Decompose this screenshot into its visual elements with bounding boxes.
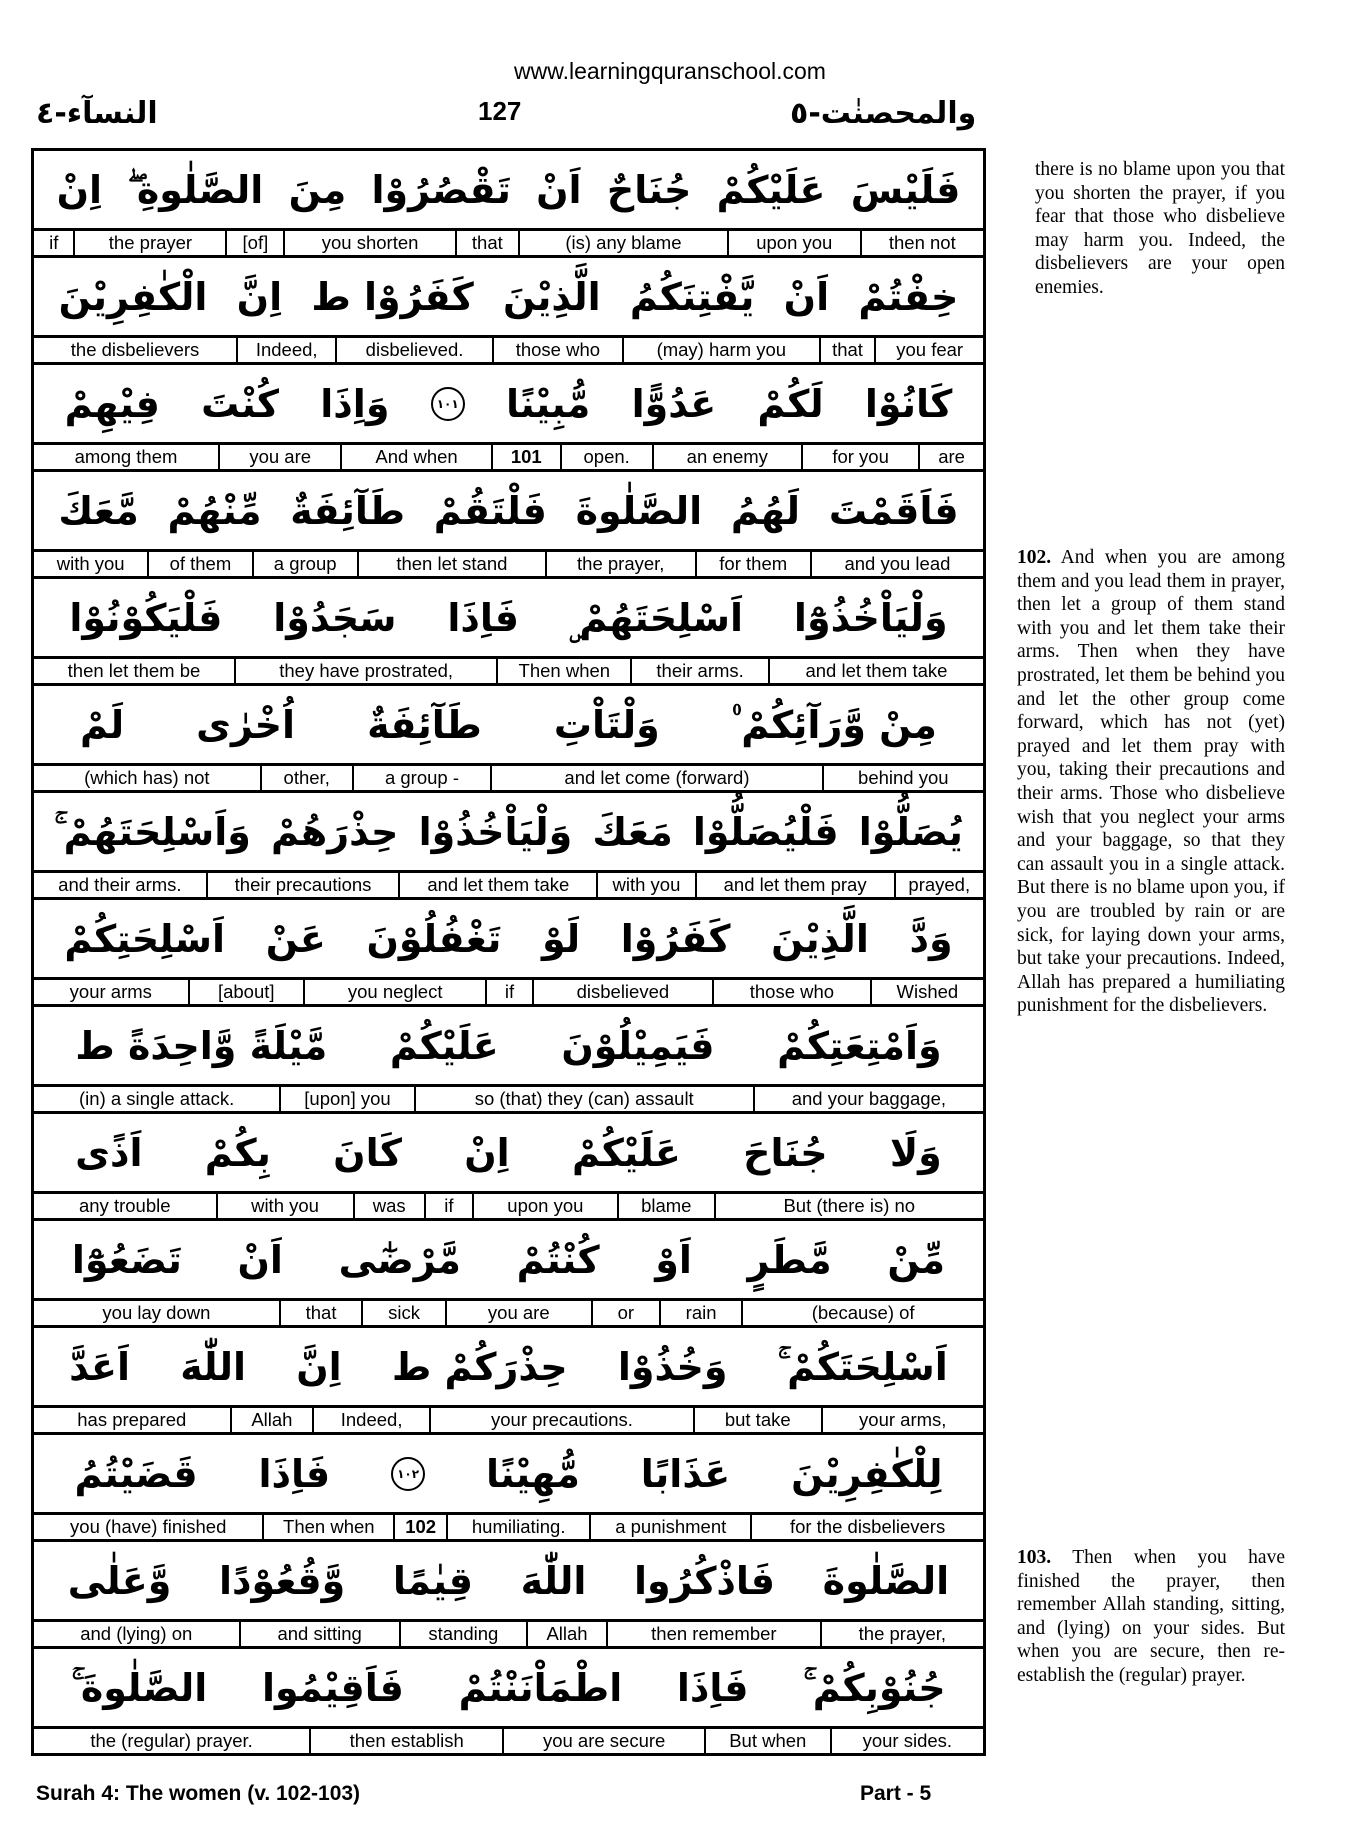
arabic-row [34, 1007, 983, 1087]
arabic-word: مُّهِيْنًا [485, 1451, 580, 1496]
site-url: www.learningquranschool.com [514, 58, 826, 84]
arabic-word: اِنَّ [236, 274, 283, 319]
arabic-row [34, 1542, 983, 1622]
verse-102-number: 102. [1017, 547, 1052, 568]
arabic-word: وَّقُعُوْدًا [218, 1558, 346, 1603]
translation-row [34, 1408, 983, 1435]
arabic-word: جُنَاحَ [743, 1130, 828, 1175]
translation-cell: other, [260, 766, 352, 790]
arabic-word: مُّبِيْنًا [505, 381, 591, 426]
arabic-row [34, 686, 983, 766]
ayah-end-marker: ١٠٢ [391, 1457, 425, 1491]
arabic-word: اَسْلِحَتَهُمْ ۣ [569, 595, 744, 640]
translation-cell: then let stand [357, 552, 545, 576]
translation-row [34, 445, 983, 472]
translation-cell: Allah [230, 1408, 313, 1432]
arabic-word: فَلْيَكُوْنُوْا [69, 595, 223, 640]
translation-cell: then not [860, 231, 983, 255]
arabic-word: وَلْتَاْتِ [553, 702, 660, 747]
translation-cell: if [485, 980, 531, 1004]
arabic-word: الصَّلٰوةَ [575, 488, 703, 533]
arabic-word: اَسْلِحَتِكُمْ [64, 916, 226, 961]
translation-verse-101-tail [1035, 158, 1285, 300]
arabic-row [34, 472, 983, 552]
translation-cell: and you lead [810, 552, 983, 576]
translation-cell: (may) harm you [622, 338, 819, 362]
translation-cell: rain [659, 1301, 741, 1325]
translation-cell: their arms. [630, 659, 768, 683]
translation-row [34, 1087, 983, 1114]
translation-cell: blame [617, 1194, 714, 1218]
arabic-row [34, 1435, 983, 1515]
translation-cell: behind you [822, 766, 983, 790]
arabic-word: عَلَيْكُمْ [571, 1130, 681, 1175]
translation-cell: with you [56, 553, 125, 574]
arabic-word: يُصَلُّوْا [858, 809, 963, 854]
translation-cell: Indeed, [312, 1408, 429, 1432]
translation-cell: (which has) not [84, 767, 210, 788]
arabic-word: عَنْ [265, 916, 326, 961]
translation-cell: that [279, 1301, 361, 1325]
translation-cell: was [353, 1194, 424, 1218]
translation-cell: But when [704, 1729, 830, 1753]
arabic-word: فَيَمِيْلُوْنَ [561, 1023, 715, 1068]
arabic-word: كَفَرُوْا ط [311, 274, 474, 319]
arabic-word: فَلْيُصَلُّوْا [692, 809, 839, 854]
arabic-word: الصَّلٰوةَ ۚ [71, 1665, 208, 1710]
translation-row [34, 231, 983, 258]
translation-cell: a group [252, 552, 357, 576]
translation-cell: open. [560, 445, 652, 469]
arabic-word: اِنْ [464, 1130, 510, 1175]
translation-cell: and their arms. [58, 874, 182, 895]
arabic-word: مِنْ وَّرَآئِكُمْ ۠ [731, 702, 937, 747]
arabic-word: طَآئِفَةٌ [290, 488, 405, 533]
translation-row [34, 1622, 983, 1649]
arabic-word: وَاَمْتِعَتِكُمْ [777, 1023, 942, 1068]
translation-cell: and your baggage, [753, 1087, 983, 1111]
arabic-word: سَجَدُوْا [273, 595, 397, 640]
arabic-word: كَانَ [333, 1130, 402, 1175]
arabic-word: لَكُمْ [757, 381, 824, 426]
arabic-word: جُنَاحٌ [606, 167, 692, 212]
translation-cell: then establish [309, 1729, 502, 1753]
translation-cell: disbelieved [532, 980, 712, 1004]
translation-cell: Then when [496, 659, 630, 683]
translation-cell: Wished [870, 980, 983, 1004]
translation-cell: But (there is) no [714, 1194, 983, 1218]
arabic-word: كُنْتُمْ [516, 1237, 600, 1282]
arabic-row [34, 258, 983, 338]
translation-cell: upon you [727, 231, 860, 255]
arabic-word: عَلَيْكُمْ [389, 1023, 499, 1068]
translation-cell: disbelieved. [335, 338, 491, 362]
arabic-word: مَّيْلَةً وَّاحِدَةً ط [75, 1023, 328, 1068]
translation-cell: you are [445, 1301, 591, 1325]
arabic-word: قِيٰمًا [392, 1558, 473, 1603]
translation-cell: among them [74, 446, 178, 467]
arabic-word: طَآئِفَةٌ [367, 702, 482, 747]
arabic-row [34, 1221, 983, 1301]
arabic-word: اَوْ [655, 1237, 692, 1282]
arabic-word: وَّعَلٰى [67, 1558, 172, 1603]
arabic-row [34, 365, 983, 445]
arabic-word: فَلَيْسَ [850, 167, 961, 212]
arabic-word: الْكٰفِرِيْنَ [58, 274, 208, 319]
translation-row [34, 338, 983, 365]
translation-cell: an enemy [652, 445, 801, 469]
translation-cell: your arms, [821, 1408, 984, 1432]
translation-cell: and let them take [768, 659, 983, 683]
arabic-word: حِذْرَهُمْ [271, 809, 399, 854]
translation-cell: a group - [352, 766, 491, 790]
translation-cell: (because) of [741, 1301, 983, 1325]
arabic-word: اَنْ [536, 167, 582, 212]
arabic-row [34, 151, 983, 231]
translation-row [34, 873, 983, 900]
translation-cell: and let them pray [695, 873, 894, 897]
arabic-word: تَغْفُلُوْنَ [366, 916, 502, 961]
arabic-word: وَلَا [889, 1130, 942, 1175]
arabic-word: كَفَرُوْا [620, 916, 731, 961]
verse-number-cell: 101 [491, 445, 560, 469]
translation-cell: if [49, 232, 59, 253]
translation-cell: and let them take [398, 873, 596, 897]
translation-verse-102 [1017, 546, 1285, 1018]
translation-cell: [upon] you [279, 1087, 413, 1111]
arabic-row [34, 793, 983, 873]
arabic-row [34, 1114, 983, 1194]
arabic-word: مَّعَكَ [58, 488, 139, 533]
arabic-word: وَخُذُوْا [617, 1344, 728, 1389]
arabic-word: فِيْهِمْ [64, 381, 160, 426]
arabic-word: اِنْ [56, 167, 103, 212]
page-number: 127 [478, 96, 522, 126]
translation-cell: then remember [606, 1622, 820, 1646]
translation-cell: the prayer, [820, 1622, 983, 1646]
arabic-word: اَعَدَّ [69, 1344, 131, 1389]
arabic-row [34, 900, 983, 980]
arabic-word: كُنْتَ [201, 381, 280, 426]
translation-row [34, 980, 983, 1007]
arabic-word: اُخْرٰى [196, 702, 296, 747]
translation-cell: for you [801, 445, 918, 469]
translation-cell: their precautions [206, 873, 399, 897]
arabic-word: عَذَابًا [640, 1451, 731, 1496]
translation-cell: [about] [188, 980, 303, 1004]
translation-cell: you are [218, 445, 340, 469]
translation-row [34, 766, 983, 793]
arabic-word: مَّرْضٰٓى [338, 1237, 461, 1282]
arabic-word: لِلْكٰفِرِيْنَ [791, 1451, 943, 1496]
footer-surah-label: Surah 4: The women (v. 102-103) [36, 1782, 361, 1805]
translation-cell: those who [712, 980, 870, 1004]
translation-cell: they have prostrated, [234, 659, 496, 683]
arabic-word: عَدُوًّا [631, 381, 717, 426]
translation-cell: you lay down [102, 1302, 211, 1323]
arabic-word: الَّذِيْنَ [771, 916, 869, 961]
translation-cell: and let come (forward) [490, 766, 821, 790]
translation-cell: the (regular) prayer. [90, 1730, 253, 1751]
translation-row [34, 659, 983, 686]
ayah-end-marker: ١٠١ [431, 387, 465, 421]
translation-cell: that [819, 338, 875, 362]
arabic-word: كَانُوْا [864, 381, 953, 426]
arabic-word: فَاِذَا [676, 1665, 749, 1710]
translation-cell: upon you [472, 1194, 617, 1218]
arabic-word: تَضَعُوْٓا [71, 1237, 182, 1282]
translation-cell: Indeed, [236, 338, 335, 362]
translation-cell: (in) a single attack. [79, 1088, 235, 1109]
translation-cell: your sides. [830, 1729, 983, 1753]
translation-cell: you (have) finished [70, 1516, 227, 1537]
arabic-word: فَاِذَا [258, 1451, 331, 1496]
translation-cell: the prayer [73, 231, 225, 255]
translation-cell: are [918, 445, 983, 469]
arabic-word: فَلْتَقُمْ [433, 488, 547, 533]
translation-verse-103 [1017, 1546, 1285, 1688]
arabic-word: فَاِذَا [447, 595, 520, 640]
translation-cell: Then when [262, 1515, 393, 1539]
arabic-word: مَّطَرٍ [747, 1237, 832, 1282]
arabic-word: فَاَقِيْمُوا [262, 1665, 404, 1710]
translation-cell: or [591, 1301, 659, 1325]
arabic-word: حِذْرَكُمْ ط [391, 1344, 568, 1389]
arabic-word: مَعَكَ [592, 809, 673, 854]
arabic-word: خِفْتُمْ [858, 274, 959, 319]
arabic-word: وَدَّ [909, 916, 953, 961]
verse-101-tail-text: there is no blame upon you that you shorten the prayer, if you fear that those who disbelieve may harm you. Indeed, the disbelievers are your open enemies. [1035, 159, 1285, 298]
arabic-word: اَنْ [783, 274, 830, 319]
arabic-word: جُنُوْبِكُمْ ۚ [803, 1665, 946, 1710]
translation-cell: with you [216, 1194, 353, 1218]
juz-name-arabic: والمحصنٰت-٥ [790, 96, 977, 131]
footer-part-label: Part - 5 [860, 1782, 932, 1805]
arabic-word: الصَّلٰوةَ [822, 1558, 950, 1603]
translation-row [34, 1729, 983, 1753]
arabic-word: وَاَسْلِحَتَهُمْ ۚ [54, 809, 251, 854]
verse-103-text: Then when you have finished the prayer, then remember Allah standing, sitting, and (lying) on your sides. But when you are secure, then re-establish the (regular) prayer. [1017, 1547, 1285, 1686]
arabic-word: مِنَ [288, 167, 347, 212]
translation-cell: the disbelievers [70, 339, 200, 360]
arabic-word: اطْمَاْنَنْتُمْ [458, 1665, 623, 1710]
translation-cell: (is) any blame [518, 231, 727, 255]
arabic-word: اَسْلِحَتَكُمْ ۚ [777, 1344, 948, 1389]
translation-cell: your arms [69, 981, 152, 1002]
translation-cell: humiliating. [446, 1515, 589, 1539]
translation-cell: with you [596, 873, 694, 897]
translation-cell: you are secure [502, 1729, 703, 1753]
translation-cell: you neglect [303, 980, 485, 1004]
translation-cell: but take [693, 1408, 821, 1432]
translation-cell: so (that) they (can) assault [414, 1087, 753, 1111]
arabic-word: اِنَّ [296, 1344, 342, 1389]
translation-row [34, 1515, 983, 1542]
translation-cell: for them [695, 552, 810, 576]
arabic-word: قَضَيْتُمُ [74, 1451, 198, 1496]
verse-102-text: And when you are among them and you lead them in prayer, then let a group of them stand with you and let them take their arms. Then when they have prostrated, let them be behind you and let the other group come forward, which has not (yet) prayed and let them pray with you, taking their precautions and their arms. Those who disbelieve wish that you neglect your arms and your baggage, so that they can assault you in a single attack. But there is no blame upon you, if you are troubled by rain or are sick, for laying down your arms, but take your precautions. Indeed, Allah has prepared a humiliating punishment for the disbelievers. [1017, 547, 1285, 1017]
arabic-row [34, 1328, 983, 1408]
arabic-word: لَهُمُ [730, 488, 801, 533]
translation-cell: sick [361, 1301, 444, 1325]
arabic-word: الَّذِيْنَ [502, 274, 601, 319]
verse-103-number: 103. [1017, 1547, 1052, 1568]
arabic-row [34, 1649, 983, 1729]
verse-number-cell: 102 [393, 1515, 446, 1539]
arabic-word: فَاذْكُرُوا [634, 1558, 776, 1603]
surah-name-arabic: النسآء-٤ [36, 96, 158, 131]
arabic-word: مِّنْهُمْ [167, 488, 262, 533]
arabic-word: وَلْيَاْخُذُوْٓا [793, 595, 948, 640]
arabic-word: اَنْ [237, 1237, 283, 1282]
translation-cell: and sitting [239, 1622, 399, 1646]
arabic-word: الصَّلٰوةِ ۖ [127, 167, 264, 212]
arabic-row [34, 579, 983, 659]
arabic-word: بِكُمْ [204, 1130, 271, 1175]
arabic-word: مِّنْ [887, 1237, 946, 1282]
translation-cell: you fear [874, 338, 983, 362]
arabic-word: لَوْ [542, 916, 581, 961]
translation-cell: And when [340, 445, 490, 469]
translation-row [34, 1301, 983, 1328]
arabic-word: اللّٰهَ [520, 1558, 587, 1603]
translation-cell: any trouble [78, 1195, 171, 1216]
translation-cell: you shorten [283, 231, 454, 255]
translation-cell: of them [147, 552, 251, 576]
arabic-word: لَمْ [80, 702, 125, 747]
translation-cell: standing [399, 1622, 526, 1646]
translation-cell: your precautions. [429, 1408, 693, 1432]
translation-cell: for the disbelievers [750, 1515, 983, 1539]
arabic-word: فَاَقَمْتَ [828, 488, 959, 533]
word-by-word-grid [31, 148, 986, 1756]
translation-cell: then let them be [67, 660, 201, 681]
translation-cell: Allah [526, 1622, 606, 1646]
arabic-word: وَاِذَا [320, 381, 390, 426]
translation-cell: has prepared [77, 1409, 187, 1430]
translation-cell: prayed, [894, 873, 983, 897]
translation-row [34, 1194, 983, 1221]
arabic-word: عَلَيْكُمْ [716, 167, 826, 212]
arabic-word: اَذًى [75, 1130, 143, 1175]
translation-row [34, 552, 983, 579]
translation-cell: the prayer, [545, 552, 695, 576]
translation-cell: a punishment [589, 1515, 750, 1539]
translation-cell: those who [492, 338, 622, 362]
arabic-word: يَّفْتِنَكُمُ [629, 274, 755, 319]
translation-cell: that [455, 231, 518, 255]
translation-cell: if [424, 1194, 472, 1218]
arabic-word: وَلْيَاْخُذُوْا [418, 809, 573, 854]
arabic-word: تَقْصُرُوْا [371, 167, 511, 212]
translation-cell: [of] [225, 231, 283, 255]
arabic-word: اللّٰهَ [180, 1344, 247, 1389]
translation-cell: and (lying) on [80, 1623, 193, 1644]
